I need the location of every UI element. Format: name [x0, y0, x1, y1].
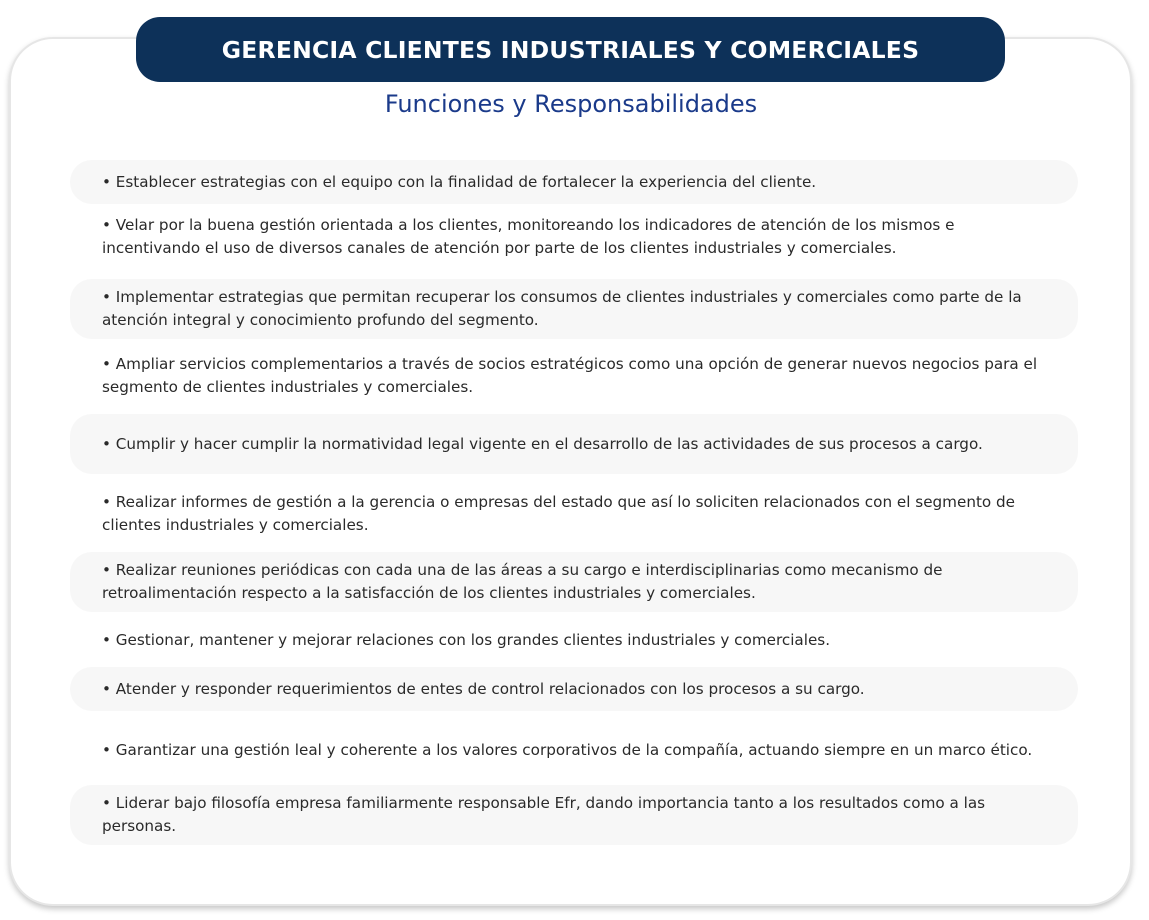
list-item	[70, 619, 1078, 661]
list-item-text: • Garantizar una gestión leal y coherente a los valores corporativos de la compañía, actuando siempre en un marco ético.	[102, 740, 1033, 759]
page-title: GERENCIA CLIENTES INDUSTRIALES Y COMERCIALES	[136, 17, 1005, 82]
list-item-text: • Cumplir y hacer cumplir la normatividad legal vigente en el desarrollo de las actividades de sus procesos a cargo.	[102, 434, 983, 453]
list-item	[70, 279, 1078, 339]
list-item-text: • Realizar informes de gestión a la gerencia o empresas del estado que así lo soliciten relacionados con el segmento de clientes industriales y comerciales.	[102, 492, 1016, 534]
list-item-text: • Liderar bajo filosofía empresa familiarmente responsable Efr, dando importancia tanto a los resultados como a las personas.	[102, 794, 986, 835]
list-item-text: • Gestionar, mantener y mejorar relaciones con los grandes clientes industriales y comerciales.	[102, 630, 831, 649]
list-item	[70, 482, 1078, 545]
list-item	[70, 719, 1078, 781]
list-item-text: • Velar por la buena gestión orientada a los clientes, monitoreando los indicadores de atención de los mismos e incentivando el uso de diversos canales de atención por parte de los clientes industriales y comerciales.	[102, 215, 955, 257]
section-subtitle: Funciones y Responsabilidades	[384, 90, 758, 118]
list-item	[70, 667, 1078, 711]
list-item	[70, 205, 1078, 268]
list-item	[70, 344, 1078, 407]
list-item-text: • Atender y responder requerimientos de entes de control relacionados con los procesos a su cargo.	[102, 679, 865, 698]
list-item-text: • Implementar estrategias que permitan recuperar los consumos de clientes industriales y comerciales como parte de la atención integral y conocimiento profundo del segmento.	[102, 288, 1022, 329]
list-item	[70, 160, 1078, 204]
list-item-text: • Establecer estrategias con el equipo con la finalidad de fortalecer la experiencia del cliente.	[102, 172, 817, 191]
list-item	[70, 785, 1078, 845]
list-item	[70, 414, 1078, 474]
list-item-text: • Ampliar servicios complementarios a través de socios estratégicos como una opción de generar nuevos negocios para el segmento de clientes industriales y comerciales.	[102, 354, 1038, 396]
list-item-text: • Realizar reuniones periódicas con cada una de las áreas a su cargo e interdisciplinarias como mecanismo de retroalimentación respecto a la satisfacción de los clientes industriales y comerciales.	[102, 561, 943, 602]
list-item	[70, 552, 1078, 612]
